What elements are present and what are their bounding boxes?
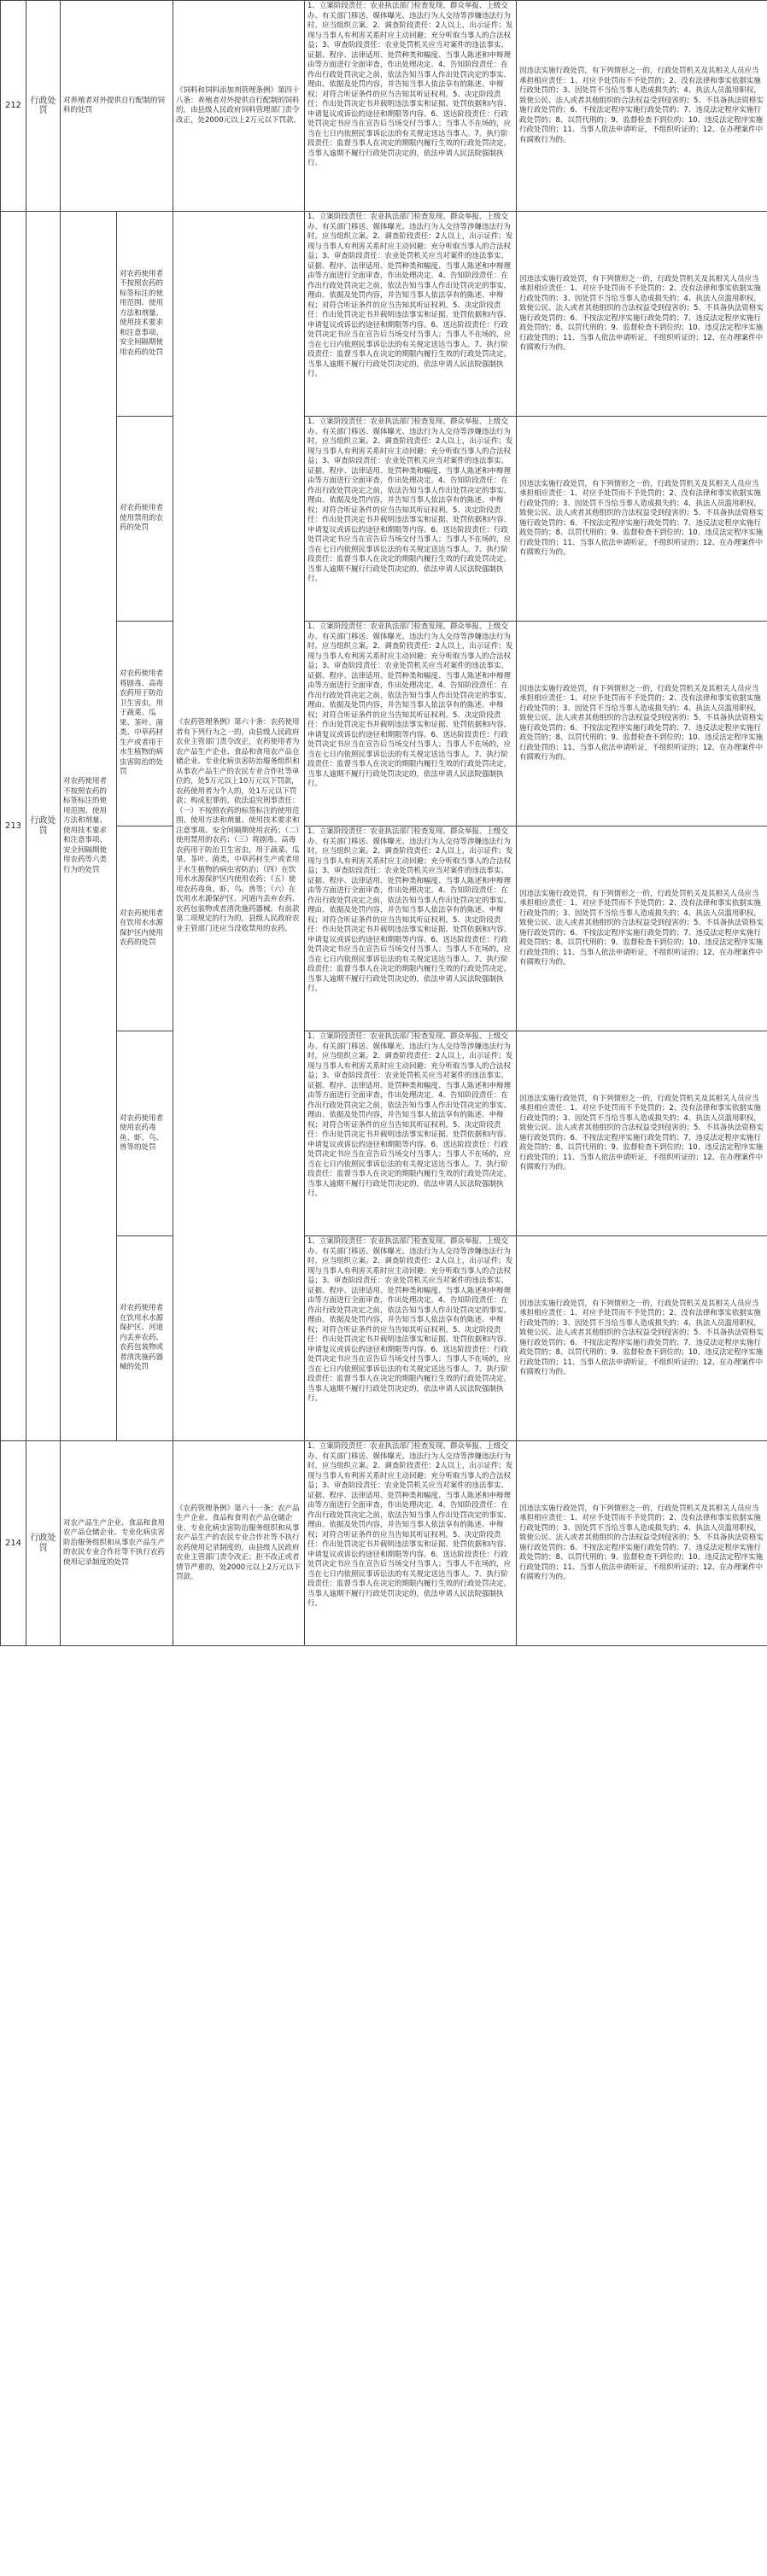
table-row (1, 1441, 767, 1646)
accountability-text: 因违法实施行政处罚，有下列情形之一的，行政处罚机关及其相关人员应当承担相应责任：1、对应予处罚而不予处罚的；2、没有法律和事实依据实施行政处罚的；3、因处罚不当给当事人造成损失的；4、执法人员滥用职权，致使公民、法人或者其他组织的合法权益受到侵害的；5、不具备执法资格实施行政处罚的；6、不按法定程序实施行政处罚的；7、违反法定程序实施行政处罚的；8、以罚代刑的；9、监督检查不到位的；10、违反法定程序实施行政处罚的；11、当事人依法申请听证，不组织听证的；12、在办理案件中有腐败行为的。 (517, 1, 767, 212)
responsibility-text: 1、立案阶段责任：农业执法部门检查发现、群众举报、上级交办、有关部门移送、媒体曝光、违法行为人交待等涉嫌违法行为时，应当组织立案。2、调查阶段责任：2人以上，出示证件；发现与当事人有利害关系时应主动回避；充分听取当事人的合法权益；3、审查阶段责任：农业处罚机关应当对案件的违法事实、证据、程序、法律适用、处罚种类和幅度、当事人陈述和申辩理由等方面进行全面审查，作出处理决定。4、告知阶段责任：在作出行政处罚决定之前，依法告知当事人作出处罚决定的事实、理由、依据及处罚内容，并告知当事人依法享有的陈述、申辩权；对符合听证条件的应当告知其听证权利。5、决定阶段责任：作出处罚决定书并载明违法事实和证据、处罚依据和内容、申请复议或诉讼的途径和期限等内容。6、送达阶段责任：行政处罚决定书应当在宣告后当场交付当事人；当事人不在场的，应当在七日内依照民事诉讼法的有关规定送达当事人。7、执行阶段责任：监督当事人在决定的期限内履行生效的行政处罚决定。当事人逾期不履行行政处罚决定的，依法申请人民法院强制执行。 (305, 212, 517, 417)
responsibility-text: 1、立案阶段责任：农业执法部门检查发现、群众举报、上级交办、有关部门移送、媒体曝光、违法行为人交待等涉嫌违法行为时，应当组织立案。2、调查阶段责任：2人以上，出示证件；发现与当事人有利害关系时应主动回避；充分听取当事人的合法权益；3、审查阶段责任：农业处罚机关应当对案件的违法事实、证据、程序、法律适用、处罚种类和幅度、当事人陈述和申辩理由等方面进行全面审查，作出处理决定。4、告知阶段责任：在作出行政处罚决定之前，依法告知当事人作出处罚决定的事实、理由、依据及处罚内容，并告知当事人依法享有的陈述、申辩权；对符合听证条件的应当告知其听证权利。5、决定阶段责任：作出处罚决定书并载明违法事实和证据、处罚依据和内容、申请复议或诉讼的途径和期限等内容。6、送达阶段责任：行政处罚决定书应当在宣告后当场交付当事人；当事人不在场的，应当在七日内依照民事诉讼法的有关规定送达当事人。7、执行阶段责任：监督当事人在决定的期限内履行生效的行政处罚决定。当事人逾期不履行行政处罚决定的，依法申请人民法院强制执行。 (305, 1236, 517, 1441)
table-row (1, 212, 767, 417)
sub-item-name: 对农药使用者使用禁用的农药的处罚 (117, 417, 173, 622)
accountability-text: 因违法实施行政处罚，有下列情形之一的，行政处罚机关及其相关人员应当承担相应责任：1、对应予处罚而不予处罚的；2、没有法律和事实依据实施行政处罚的；3、因处罚不当给当事人造成损失的；4、执法人员滥用职权，致使公民、法人或者其他组织的合法权益受到侵害的；5、不具备执法资格实施行政处罚的；6、不按法定程序实施行政处罚的；7、违反法定程序实施行政处罚的；8、以罚代刑的；9、监督检查不到位的；10、违反法定程序实施行政处罚的；11、当事人依法申请听证，不组织听证的；12、在办理案件中有腐败行为的。 (517, 1236, 767, 1441)
item-type: 行政处罚 (26, 1441, 61, 1646)
item-type: 行政处罚 (26, 1, 61, 212)
legal-basis: 《饲料和饲料添加剂管理条例》第四十八条：养殖者对外提供自行配制的饲料的，由县级人民政府饲料管理部门责令改正，处2000元以上2万元以下罚款。 (173, 1, 305, 212)
sub-item-name: 对农药使用者将剧毒、高毒农药用于防治卫生害虫，用于蔬菜、瓜果、茶叶、菌类、中草药材生产或者用于水生植物的病虫害防治的处罚 (117, 622, 173, 827)
table-row (1, 1, 767, 212)
responsibility-text: 1、立案阶段责任：农业执法部门检查发现、群众举报、上级交办、有关部门移送、媒体曝光、违法行为人交待等涉嫌违法行为时，应当组织立案。2、调查阶段责任：2人以上，出示证件；发现与当事人有利害关系时应主动回避；充分听取当事人的合法权益；3、审查阶段责任：农业处罚机关应当对案件的违法事实、证据、程序、法律适用、处罚种类和幅度、当事人陈述和申辩理由等方面进行全面审查，作出处理决定。4、告知阶段责任：在作出行政处罚决定之前，依法告知当事人作出处罚决定的事实、理由、依据及处罚内容，并告知当事人依法享有的陈述、申辩权；对符合听证条件的应当告知其听证权利。5、决定阶段责任：作出处罚决定书并载明违法事实和证据、处罚依据和内容、申请复议或诉讼的途径和期限等内容。6、送达阶段责任：行政处罚决定书应当在宣告后当场交付当事人；当事人不在场的，应当在七日内依照民事诉讼法的有关规定送达当事人。7、执行阶段责任：监督当事人在决定的期限内履行生效的行政处罚决定。当事人逾期不履行行政处罚决定的，依法申请人民法院强制执行。 (305, 1441, 517, 1646)
accountability-text: 因违法实施行政处罚，有下列情形之一的，行政处罚机关及其相关人员应当承担相应责任：1、对应予处罚而不予处罚的；2、没有法律和事实依据实施行政处罚的；3、因处罚不当给当事人造成损失的；4、执法人员滥用职权，致使公民、法人或者其他组织的合法权益受到侵害的；5、不具备执法资格实施行政处罚的；6、不按法定程序实施行政处罚的；7、违反法定程序实施行政处罚的；8、以罚代刑的；9、监督检查不到位的；10、违反法定程序实施行政处罚的；11、当事人依法申请听证，不组织听证的；12、在办理案件中有腐败行为的。 (517, 1031, 767, 1236)
sub-item-name: 对农药使用者不按照农药的标签标注的使用范围、使用方法和剂量、使用技术要求和注意事项、安全间隔期使用农药的处罚 (117, 212, 173, 417)
accountability-text: 因违法实施行政处罚，有下列情形之一的，行政处罚机关及其相关人员应当承担相应责任：1、对应予处罚而不予处罚的；2、没有法律和事实依据实施行政处罚的；3、因处罚不当给当事人造成损失的；4、执法人员滥用职权，致使公民、法人或者其他组织的合法权益受到侵害的；5、不具备执法资格实施行政处罚的；6、不按法定程序实施行政处罚的；7、违反法定程序实施行政处罚的；8、以罚代刑的；9、监督检查不到位的；10、违反法定程序实施行政处罚的；11、当事人依法申请听证，不组织听证的；12、在办理案件中有腐败行为的。 (517, 827, 767, 1031)
accountability-text: 因违法实施行政处罚，有下列情形之一的，行政处罚机关及其相关人员应当承担相应责任：1、对应予处罚而不予处罚的；2、没有法律和事实依据实施行政处罚的；3、因处罚不当给当事人造成损失的；4、执法人员滥用职权，致使公民、法人或者其他组织的合法权益受到侵害的；5、不具备执法资格实施行政处罚的；6、不按法定程序实施行政处罚的；7、违反法定程序实施行政处罚的；8、以罚代刑的；9、监督检查不到位的；10、违反法定程序实施行政处罚的；11、当事人依法申请听证，不组织听证的；12、在办理案件中有腐败行为的。 (517, 1441, 767, 1646)
responsibility-text: 1、立案阶段责任：农业执法部门检查发现、群众举报、上级交办、有关部门移送、媒体曝光、违法行为人交待等涉嫌违法行为时，应当组织立案。2、调查阶段责任：2人以上，出示证件；发现与当事人有利害关系时应主动回避；充分听取当事人的合法权益；3、审查阶段责任：农业处罚机关应当对案件的违法事实、证据、程序、法律适用、处罚种类和幅度、当事人陈述和申辩理由等方面进行全面审查，作出处理决定。4、告知阶段责任：在作出行政处罚决定之前，依法告知当事人作出处罚决定的事实、理由、依据及处罚内容，并告知当事人依法享有的陈述、申辩权；对符合听证条件的应当告知其听证权利。5、决定阶段责任：作出处罚决定书并载明违法事实和证据、处罚依据和内容、申请复议或诉讼的途径和期限等内容。6、送达阶段责任：行政处罚决定书应当在宣告后当场交付当事人；当事人不在场的，应当在七日内依照民事诉讼法的有关规定送达当事人。7、执行阶段责任：监督当事人在决定的期限内履行生效的行政处罚决定。当事人逾期不履行行政处罚决定的，依法申请人民法院强制执行。 (305, 417, 517, 622)
sub-item-name: 对农药使用者使用农药毒鱼、虾、鸟、兽等的处罚 (117, 1031, 173, 1236)
accountability-text: 因违法实施行政处罚，有下列情形之一的，行政处罚机关及其相关人员应当承担相应责任：1、对应予处罚而不予处罚的；2、没有法律和事实依据实施行政处罚的；3、因处罚不当给当事人造成损失的；4、执法人员滥用职权，致使公民、法人或者其他组织的合法权益受到侵害的；5、不具备执法资格实施行政处罚的；6、不按法定程序实施行政处罚的；7、违反法定程序实施行政处罚的；8、以罚代刑的；9、监督检查不到位的；10、违反法定程序实施行政处罚的；11、当事人依法申请听证，不组织听证的；12、在办理案件中有腐败行为的。 (517, 212, 767, 417)
item-number: 213 (1, 212, 26, 1441)
sub-item-name: 对农药使用者在饮用水水源保护区内使用农药的处罚 (117, 827, 173, 1031)
item-name: 对农产品生产企业、食品和食用农产品仓储企业、专业化病虫害防治服务组织和从事农产品生产的农民专业合作社等不执行农药使用记录制度的处罚 (61, 1441, 173, 1646)
item-number: 214 (1, 1441, 26, 1646)
legal-basis: 《农药管理条例》第六十条：农药使用者有下列行为之一的，由县级人民政府农业主管部门责令改正，农药使用者为农产品生产企业、食品和食用农产品仓储企业、专业化病虫害防治服务组织和从事农产品生产的农民专业合作社等单位的，处5万元以上10万元以下罚款，农药使用者为个人的，处1万元以下罚款；构成犯罪的，依法追究刑事责任：（一）不按照农药的标签标注的使用范围、使用方法和剂量、使用技术要求和注意事项、安全间隔期使用农药；（二）使用禁用的农药；（三）将剧毒、高毒农药用于防治卫生害虫，用于蔬菜、瓜果、茶叶、菌类、中草药材生产或者用于水生植物的病虫害防治；（四）在饮用水水源保护区内使用农药；（五）使用农药毒鱼、虾、鸟、兽等；（六）在饮用水水源保护区、河道内丢弃农药、农药包装物或者清洗施药器械。有前款第二项规定的行为的，县级人民政府农业主管部门还应当没收禁用的农药。 (173, 212, 305, 1441)
responsibility-text: 1、立案阶段责任：农业执法部门检查发现、群众举报、上级交办、有关部门移送、媒体曝光、违法行为人交待等涉嫌违法行为时，应当组织立案。2、调查阶段责任：2人以上，出示证件；发现与当事人有利害关系时应主动回避；充分听取当事人的合法权益；3、审查阶段责任：农业处罚机关应当对案件的违法事实、证据、程序、法律适用、处罚种类和幅度、当事人陈述和申辩理由等方面进行全面审查，作出处理决定。4、告知阶段责任：在作出行政处罚决定之前，依法告知当事人作出处罚决定的事实、理由、依据及处罚内容，并告知当事人依法享有的陈述、申辩权；对符合听证条件的应当告知其听证权利。5、决定阶段责任：作出处罚决定书并载明违法事实和证据、处罚依据和内容、申请复议或诉讼的途径和期限等内容。6、送达阶段责任：行政处罚决定书应当在宣告后当场交付当事人；当事人不在场的，应当在七日内依照民事诉讼法的有关规定送达当事人。7、执行阶段责任：监督当事人在决定的期限内履行生效的行政处罚决定。当事人逾期不履行行政处罚决定的，依法申请人民法院强制执行。 (305, 1031, 517, 1236)
accountability-text: 因违法实施行政处罚，有下列情形之一的，行政处罚机关及其相关人员应当承担相应责任：1、对应予处罚而不予处罚的；2、没有法律和事实依据实施行政处罚的；3、因处罚不当给当事人造成损失的；4、执法人员滥用职权，致使公民、法人或者其他组织的合法权益受到侵害的；5、不具备执法资格实施行政处罚的；6、不按法定程序实施行政处罚的；7、违反法定程序实施行政处罚的；8、以罚代刑的；9、监督检查不到位的；10、违反法定程序实施行政处罚的；11、当事人依法申请听证，不组织听证的；12、在办理案件中有腐败行为的。 (517, 622, 767, 827)
item-name: 对农药使用者不按照农药的标签标注的使用范围、使用方法和剂量、使用技术要求和注意事项、安全间隔期使用农药等六类行为的处罚 (61, 212, 117, 1441)
responsibility-text: 1、立案阶段责任：农业执法部门检查发现、群众举报、上级交办、有关部门移送、媒体曝光、违法行为人交待等涉嫌违法行为时，应当组织立案。2、调查阶段责任：2人以上，出示证件；发现与当事人有利害关系时应主动回避；充分听取当事人的合法权益；3、审查阶段责任：农业处罚机关应当对案件的违法事实、证据、程序、法律适用、处罚种类和幅度、当事人陈述和申辩理由等方面进行全面审查，作出处理决定。4、告知阶段责任：在作出行政处罚决定之前，依法告知当事人作出处罚决定的事实、理由、依据及处罚内容，并告知当事人依法享有的陈述、申辩权；对符合听证条件的应当告知其听证权利。5、决定阶段责任：作出处罚决定书并载明违法事实和证据、处罚依据和内容、申请复议或诉讼的途径和期限等内容。6、送达阶段责任：行政处罚决定书应当在宣告后当场交付当事人；当事人不在场的，应当在七日内依照民事诉讼法的有关规定送达当事人。7、执行阶段责任：监督当事人在决定的期限内履行生效的行政处罚决定。当事人逾期不履行行政处罚决定的，依法申请人民法院强制执行。 (305, 622, 517, 827)
legal-basis: 《农药管理条例》第六十一条：农产品生产企业、食品和食用农产品仓储企业、专业化病虫害防治服务组织和从事农产品生产的农民专业合作社等不执行农药使用记录制度的，由县级人民政府农业主管部门责令改正；拒不改正或者情节严重的，处2000元以上2万元以下罚款。 (173, 1441, 305, 1646)
responsibility-text: 1、立案阶段责任：农业执法部门检查发现、群众举报、上级交办、有关部门移送、媒体曝光、违法行为人交待等涉嫌违法行为时，应当组织立案。2、调查阶段责任：2人以上，出示证件；发现与当事人有利害关系时应主动回避；充分听取当事人的合法权益；3、审查阶段责任：农业处罚机关应当对案件的违法事实、证据、程序、法律适用、处罚种类和幅度、当事人陈述和申辩理由等方面进行全面审查，作出处理决定。4、告知阶段责任：在作出行政处罚决定之前，依法告知当事人作出处罚决定的事实、理由、依据及处罚内容，并告知当事人依法享有的陈述、申辩权；对符合听证条件的应当告知其听证权利。5、决定阶段责任：作出处罚决定书并载明违法事实和证据、处罚依据和内容、申请复议或诉讼的途径和期限等内容。6、送达阶段责任：行政处罚决定书应当在宣告后当场交付当事人；当事人不在场的，应当在七日内依照民事诉讼法的有关规定送达当事人。7、执行阶段责任：监督当事人在决定的期限内履行生效的行政处罚决定。当事人逾期不履行行政处罚决定的，依法申请人民法院强制执行。 (305, 827, 517, 1031)
responsibility-text: 1、立案阶段责任：农业执法部门检查发现、群众举报、上级交办、有关部门移送、媒体曝光、违法行为人交待等涉嫌违法行为时，应当组织立案。2、调查阶段责任：2人以上，出示证件；发现与当事人有利害关系时应主动回避；充分听取当事人的合法权益；3、审查阶段责任：农业处罚机关应当对案件的违法事实、证据、程序、法律适用、处罚种类和幅度、当事人陈述和申辩理由等方面进行全面审查，作出处理决定。4、告知阶段责任：在作出行政处罚决定之前，依法告知当事人作出处罚决定的事实、理由、依据及处罚内容，并告知当事人依法享有的陈述、申辩权；对符合听证条件的应当告知其听证权利。5、决定阶段责任：作出处罚决定书并载明违法事实和证据、处罚依据和内容、申请复议或诉讼的途径和期限等内容。6、送达阶段责任：行政处罚决定书应当在宣告后当场交付当事人；当事人不在场的，应当在七日内依照民事诉讼法的有关规定送达当事人。7、执行阶段责任：监督当事人在决定的期限内履行生效的行政处罚决定。当事人逾期不履行行政处罚决定的，依法申请人民法院强制执行。 (305, 1, 517, 212)
item-type: 行政处罚 (26, 212, 61, 1441)
item-number: 212 (1, 1, 26, 212)
accountability-text: 因违法实施行政处罚，有下列情形之一的，行政处罚机关及其相关人员应当承担相应责任：1、对应予处罚而不予处罚的；2、没有法律和事实依据实施行政处罚的；3、因处罚不当给当事人造成损失的；4、执法人员滥用职权，致使公民、法人或者其他组织的合法权益受到侵害的；5、不具备执法资格实施行政处罚的；6、不按法定程序实施行政处罚的；7、违反法定程序实施行政处罚的；8、以罚代刑的；9、监督检查不到位的；10、违反法定程序实施行政处罚的；11、当事人依法申请听证，不组织听证的；12、在办理案件中有腐败行为的。 (517, 417, 767, 622)
sub-item-name: 对农药使用者在饮用水水源保护区、河道内丢弃农药、农药包装物或者清洗施药器械的处罚 (117, 1236, 173, 1441)
item-name: 对养殖者对外提供自行配制的饲料的处罚 (61, 1, 173, 212)
